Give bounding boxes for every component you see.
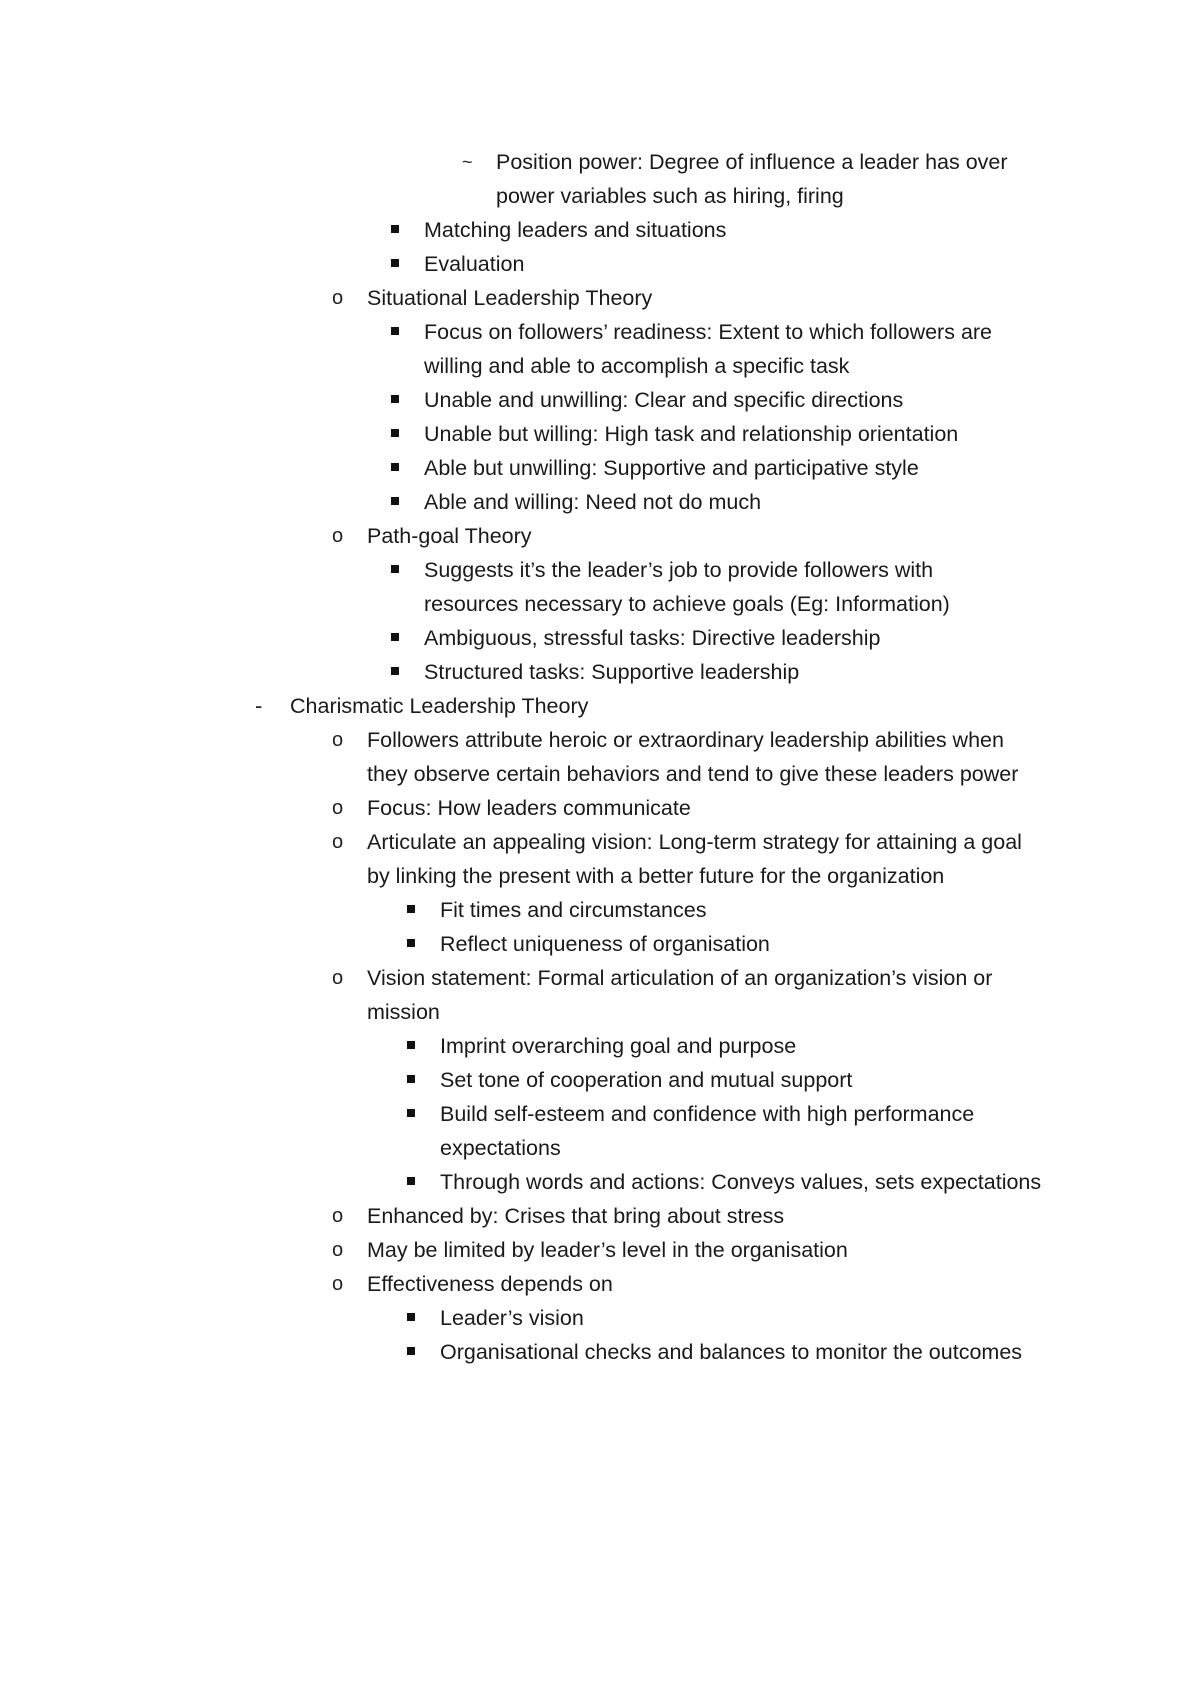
list-item-text: Organisational checks and balances to monitor the outcomes <box>440 1340 1023 1364</box>
circle-bullet-icon: o <box>332 525 344 547</box>
square-bullet-icon <box>407 1041 415 1049</box>
list-item <box>0 757 1200 791</box>
list-item-text: Unable and unwilling: Clear and specific directions <box>424 388 904 412</box>
list-item-text: Focus: How leaders communicate <box>367 796 691 820</box>
list-item <box>0 723 1200 757</box>
circle-bullet-icon: o <box>332 831 344 853</box>
list-item-text: Path-goal Theory <box>367 524 532 548</box>
list-item <box>0 1233 1200 1267</box>
list-item <box>0 1165 1200 1199</box>
list-item <box>0 247 1200 281</box>
circle-bullet-icon: o <box>332 1239 344 1261</box>
list-item-text: Ambiguous, stressful tasks: Directive leadership <box>424 626 881 650</box>
list-item-text: Followers attribute heroic or extraordinary leadership abilities when <box>367 728 1004 752</box>
list-item <box>0 1267 1200 1301</box>
square-bullet-icon <box>391 429 399 437</box>
square-bullet-icon <box>391 327 399 335</box>
list-item-text: Suggests it’s the leader’s job to provide followers with <box>424 558 934 582</box>
list-item <box>0 145 1200 179</box>
list-item-text: Focus on followers’ readiness: Extent to which followers are <box>424 320 993 344</box>
list-item-text: Unable but willing: High task and relationship orientation <box>424 422 959 446</box>
circle-bullet-icon: o <box>332 797 344 819</box>
list-item-text: May be limited by leader’s level in the organisation <box>367 1238 848 1262</box>
list-item-text: Set tone of cooperation and mutual support <box>440 1068 853 1092</box>
square-bullet-icon <box>391 497 399 505</box>
list-item <box>0 621 1200 655</box>
list-item <box>0 315 1200 349</box>
list-item-text: Through words and actions: Conveys values, sets expectations <box>440 1170 1042 1194</box>
list-item-text: willing and able to accomplish a specific task <box>424 354 850 378</box>
list-item <box>0 1063 1200 1097</box>
list-item-text: they observe certain behaviors and tend to give these leaders power <box>367 762 1019 786</box>
list-item-text: Fit times and circumstances <box>440 898 707 922</box>
list-item-text: mission <box>367 1000 440 1024</box>
square-bullet-icon <box>391 463 399 471</box>
list-item <box>0 893 1200 927</box>
list-item <box>0 1131 1200 1165</box>
square-bullet-icon <box>407 939 415 947</box>
circle-bullet-icon: o <box>332 729 344 751</box>
square-bullet-icon <box>407 905 415 913</box>
list-item <box>0 1301 1200 1335</box>
dash-bullet-icon: - <box>255 693 263 718</box>
list-item <box>0 655 1200 689</box>
list-item <box>0 995 1200 1029</box>
list-item-text: Enhanced by: Crises that bring about stress <box>367 1204 785 1228</box>
list-item <box>0 1029 1200 1063</box>
list-item <box>0 485 1200 519</box>
list-item <box>0 451 1200 485</box>
square-bullet-icon <box>391 225 399 233</box>
square-bullet-icon <box>407 1075 415 1083</box>
list-item <box>0 689 1200 723</box>
square-bullet-icon <box>407 1109 415 1117</box>
circle-bullet-icon: o <box>332 967 344 989</box>
list-item <box>0 383 1200 417</box>
list-item-text: Build self-esteem and confidence with high performance <box>440 1102 975 1126</box>
list-item <box>0 1335 1200 1369</box>
list-item <box>0 213 1200 247</box>
square-bullet-icon <box>407 1177 415 1185</box>
circle-bullet-icon: o <box>332 1205 344 1227</box>
list-item <box>0 417 1200 451</box>
list-item <box>0 1097 1200 1131</box>
list-item <box>0 587 1200 621</box>
list-item <box>0 825 1200 859</box>
list-item-text: Situational Leadership Theory <box>367 286 653 310</box>
square-bullet-icon <box>391 633 399 641</box>
list-item-text: Articulate an appealing vision: Long-term strategy for attaining a goal <box>367 830 1022 854</box>
list-item <box>0 179 1200 213</box>
list-item-text: Charismatic Leadership Theory <box>290 694 589 718</box>
square-bullet-icon <box>391 667 399 675</box>
list-item-text: Position power: Degree of influence a leader has over <box>496 150 1008 174</box>
list-item <box>0 859 1200 893</box>
tilde-bullet-icon: ~ <box>462 152 473 172</box>
square-bullet-icon <box>391 395 399 403</box>
list-item <box>0 281 1200 315</box>
list-item-text: Structured tasks: Supportive leadership <box>424 660 800 684</box>
list-item <box>0 349 1200 383</box>
list-item <box>0 519 1200 553</box>
list-item-text: Leader’s vision <box>440 1306 584 1330</box>
square-bullet-icon <box>391 565 399 573</box>
list-item-text: Evaluation <box>424 252 525 276</box>
list-item-text: expectations <box>440 1136 561 1160</box>
list-item <box>0 791 1200 825</box>
list-item <box>0 927 1200 961</box>
list-item-text: Able and willing: Need not do much <box>424 490 762 514</box>
list-item-text: Vision statement: Formal articulation of an organization’s vision or <box>367 966 993 990</box>
list-item-text: Able but unwilling: Supportive and participative style <box>424 456 919 480</box>
square-bullet-icon <box>391 259 399 267</box>
list-item <box>0 553 1200 587</box>
list-item-text: Imprint overarching goal and purpose <box>440 1034 797 1058</box>
circle-bullet-icon: o <box>332 1273 344 1295</box>
square-bullet-icon <box>407 1313 415 1321</box>
list-item-text: resources necessary to achieve goals (Eg: Information) <box>424 592 950 616</box>
circle-bullet-icon: o <box>332 287 344 309</box>
list-item <box>0 1199 1200 1233</box>
list-item-text: Matching leaders and situations <box>424 218 727 242</box>
square-bullet-icon <box>407 1347 415 1355</box>
list-item <box>0 961 1200 995</box>
list-item-text: Reflect uniqueness of organisation <box>440 932 770 956</box>
list-item-text: Effectiveness depends on <box>367 1272 613 1296</box>
list-item-text: power variables such as hiring, firing <box>496 184 844 208</box>
list-item-text: by linking the present with a better future for the organization <box>367 864 945 888</box>
